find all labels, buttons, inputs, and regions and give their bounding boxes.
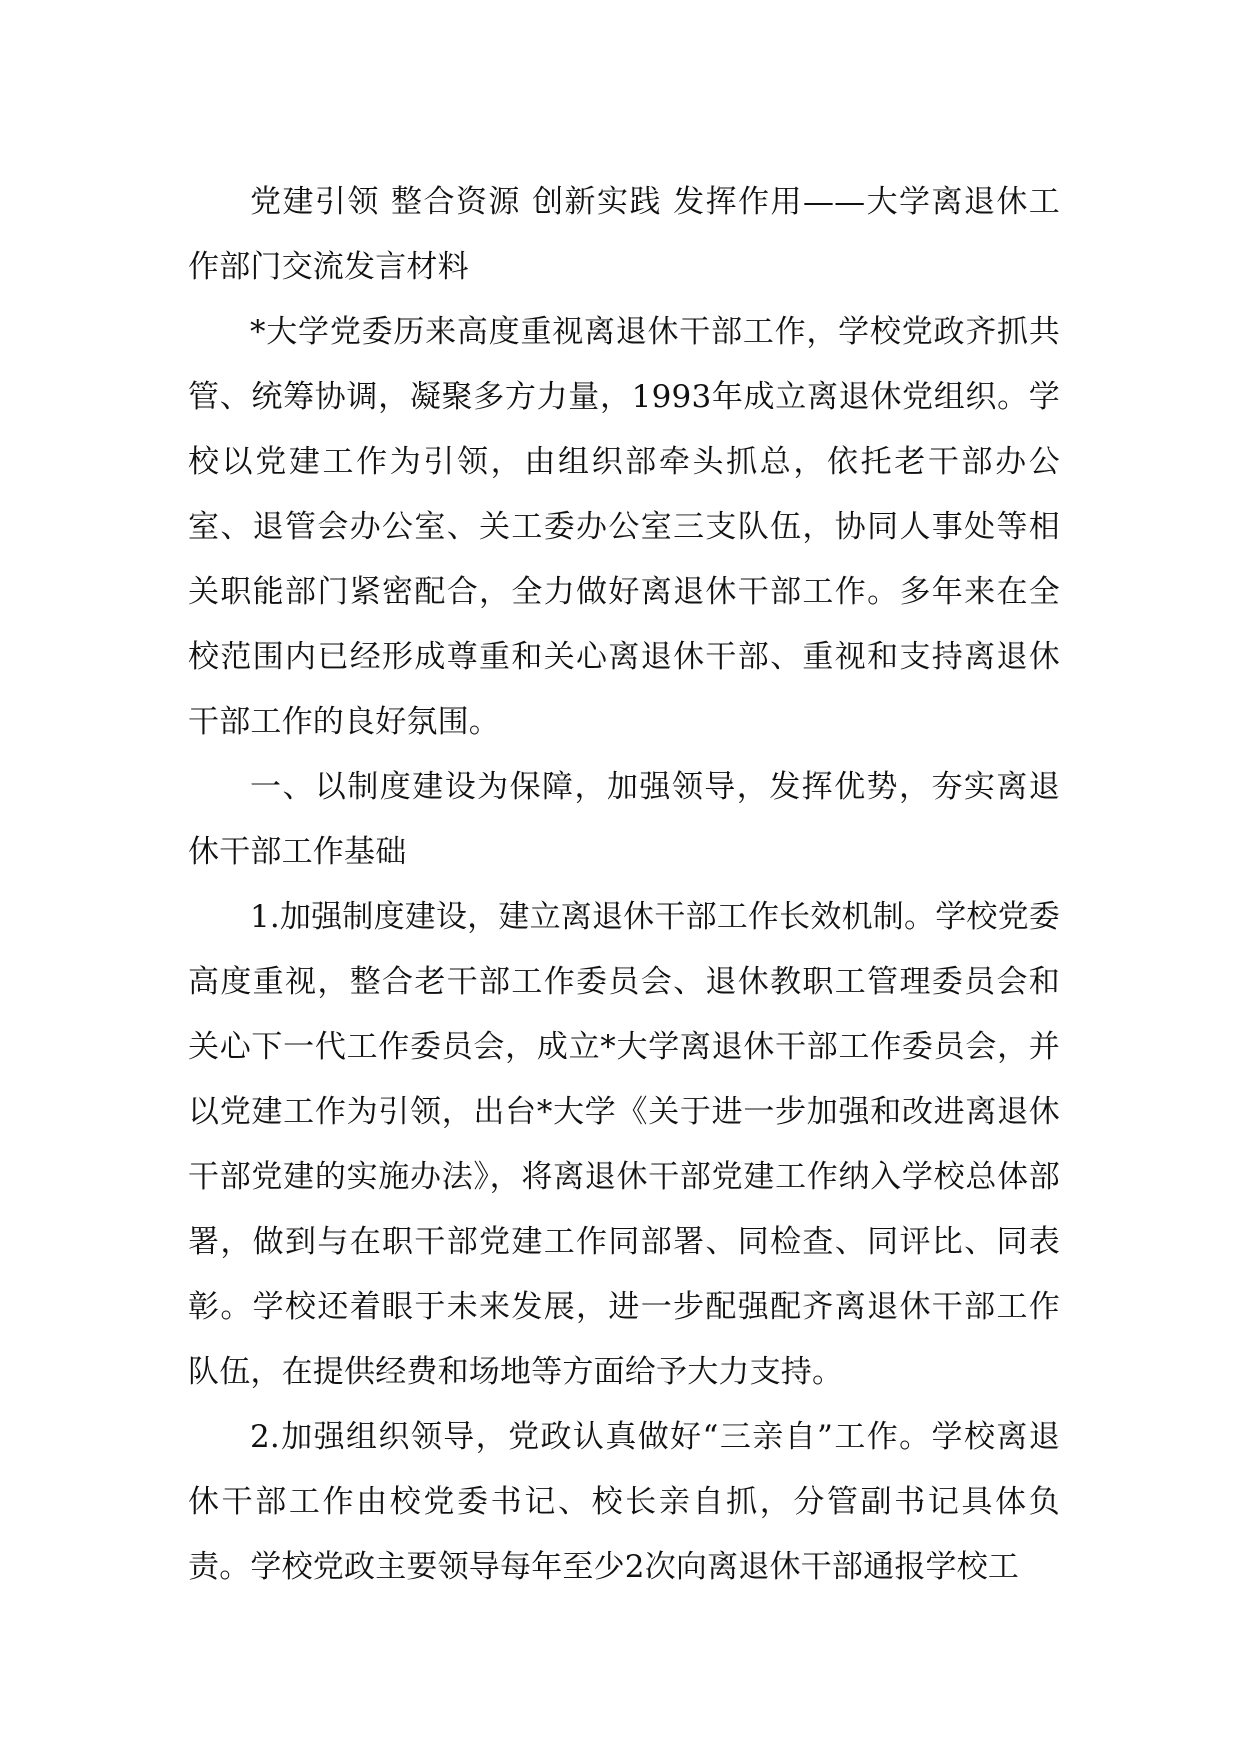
document-title: 党建引领 整合资源 创新实践 发挥作用——大学离退休工作部门交流发言材料 (188, 184, 1060, 285)
body-paragraph-2: 2.加强组织领导，党政认真做好“三亲自”工作。学校离退休干部工作由校党委书记、校长亲自抓，分管副书记具体负责。学校党政主要领导每年至少2次向离退休干部通报学校工 (188, 1419, 1060, 1585)
document-body (188, 170, 1060, 1600)
intro-paragraph: *大学党委历来高度重视离退休干部工作，学校党政齐抓共管、统筹协调，凝聚多方力量，1993年成立离退休党组织。学校以党建工作为引领，由组织部牵头抓总，依托老干部办公室、退管会办公室、关工委办公室三支队伍，协同人事处等相关职能部门紧密配合，全力做好离退休干部工作。多年来在全校范围内已经形成尊重和关心离退休干部、重视和支持离退休干部工作的良好氛围。 (188, 314, 1060, 740)
section-heading-1: 一、以制度建设为保障，加强领导，发挥优势，夯实离退休干部工作基础 (188, 769, 1060, 870)
body-paragraph-1: 1.加强制度建设，建立离退休干部工作长效机制。学校党委高度重视，整合老干部工作委员会、退休教职工管理委员会和关心下一代工作委员会，成立*大学离退休干部工作委员会，并以党建工作为引领，出台*大学《关于进一步加强和改进离退休干部党建的实施办法》，将离退休干部党建工作纳入学校总体部署，做到与在职干部党建工作同部署、同检查、同评比、同表彰。学校还着眼于未来发展，进一步配强配齐离退休干部工作队伍，在提供经费和场地等方面给予大力支持。 (188, 899, 1060, 1390)
